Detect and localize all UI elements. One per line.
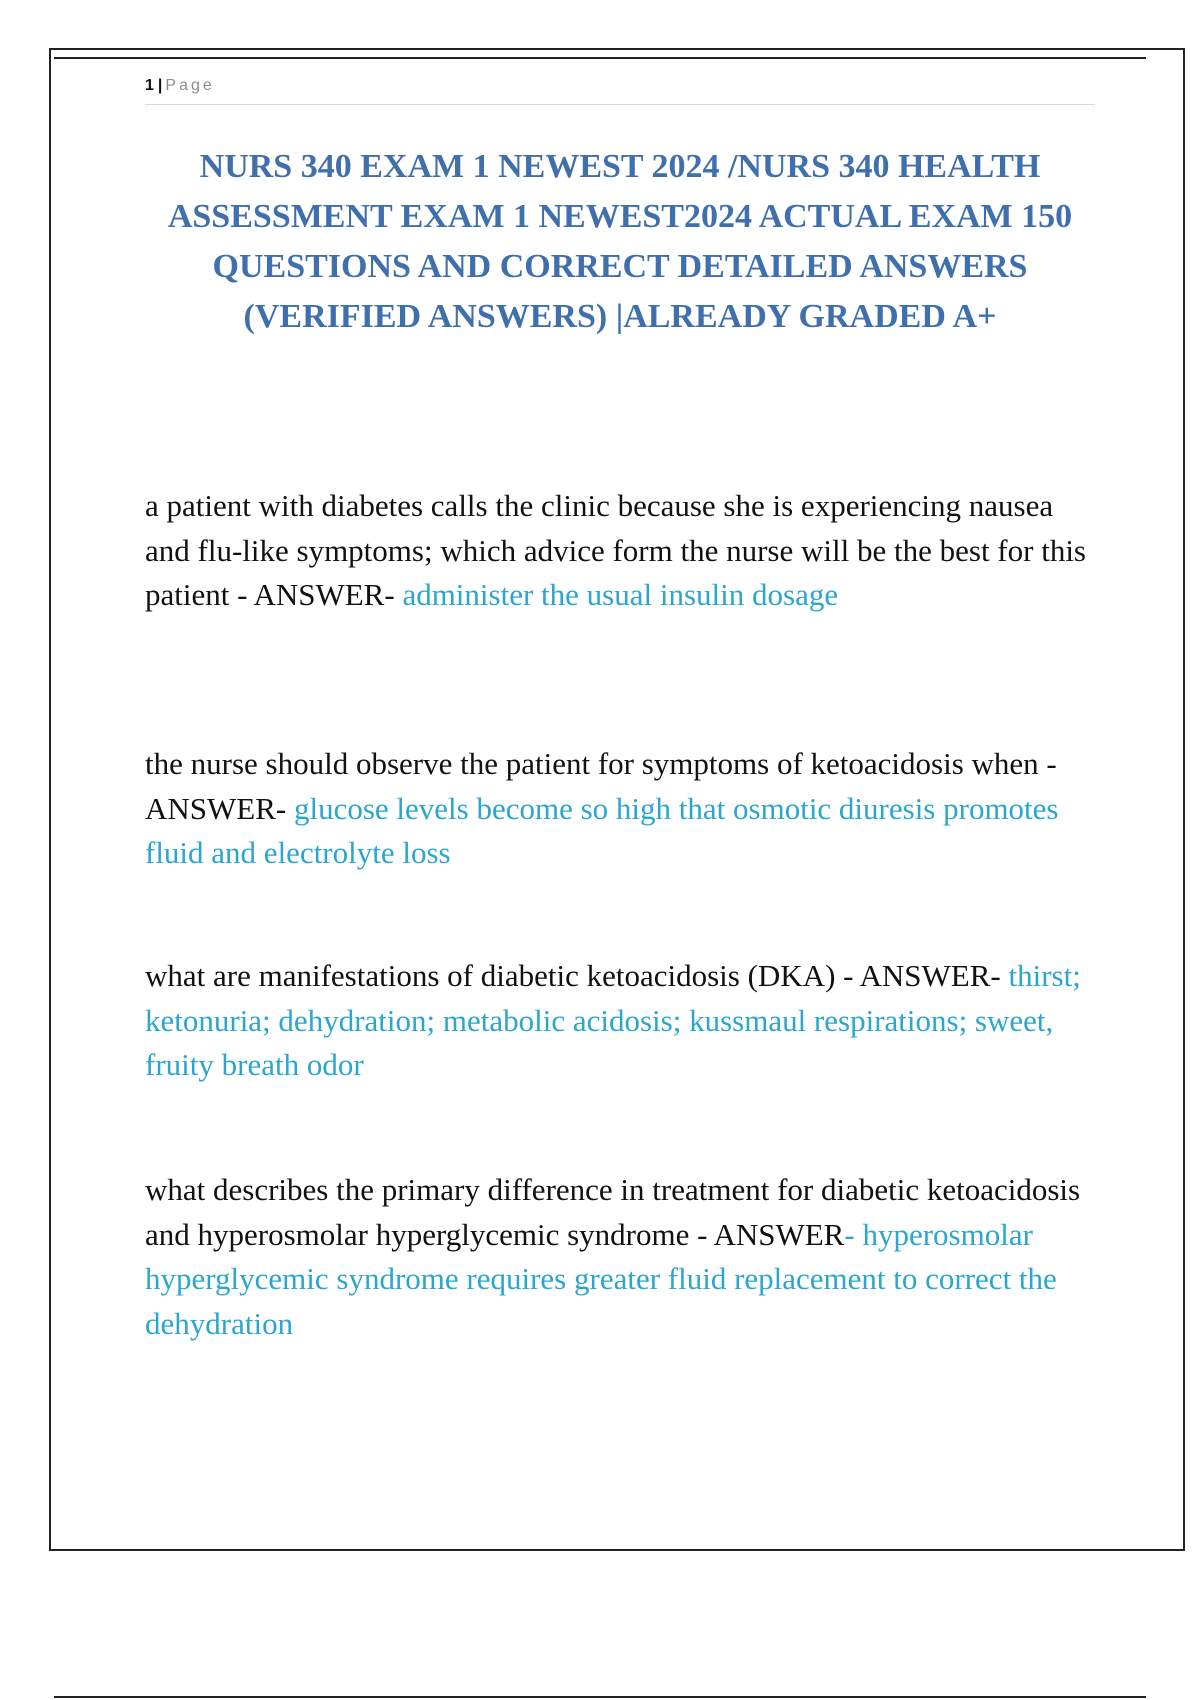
question-text: the nurse should observe the patient for symptoms of ketoacidosis when - ANSWER- bbox=[145, 746, 1057, 826]
answer-text: thirst; ketonuria; dehydration; metabolic acidosis; kussmaul respirations; sweet, fruity breath odor bbox=[145, 958, 1081, 1082]
page-number: 1 bbox=[145, 77, 154, 94]
bottom-rule bbox=[54, 1696, 1146, 1698]
answer-text: glucose levels become so high that osmotic diuresis promotes fluid and electrolyte loss bbox=[145, 790, 1059, 870]
qa-item bbox=[145, 1168, 1090, 1346]
qa-item bbox=[145, 484, 1090, 618]
document-title: NURS 340 EXAM 1 NEWEST 2024 /NURS 340 HEALTH ASSESSMENT EXAM 1 NEWEST2024 ACTUAL EXAM 150 QUESTIONS AND CORRECT DETAILED ANSWERS (VERIFIED ANSWERS) |ALREADY GRADED A+ bbox=[167, 148, 1073, 335]
top-rule bbox=[54, 57, 1146, 59]
page-label: Page bbox=[165, 77, 215, 94]
answer-text: administer the usual insulin dosage bbox=[394, 577, 839, 612]
question-text: what describes the primary difference in treatment for diabetic ketoacidosis and hyperosmolar hyperglycemic syndrome - ANSWER bbox=[145, 1172, 1081, 1252]
qa-item bbox=[145, 954, 1090, 1088]
answer-text: - hyperosmolar hyperglycemic syndrome requires greater fluid replacement to correct the dehydration bbox=[145, 1216, 1057, 1341]
page-header bbox=[145, 74, 1095, 105]
question-text: a patient with diabetes calls the clinic because she is experiencing nausea and flu-like symptoms; which advice form the nurse will be the best for this patient - ANSWER- bbox=[145, 488, 1086, 612]
qa-item bbox=[145, 742, 1090, 876]
page-separator: | bbox=[157, 77, 163, 94]
question-text: what are manifestations of diabetic ketoacidosis (DKA) - ANSWER- bbox=[145, 958, 1001, 993]
